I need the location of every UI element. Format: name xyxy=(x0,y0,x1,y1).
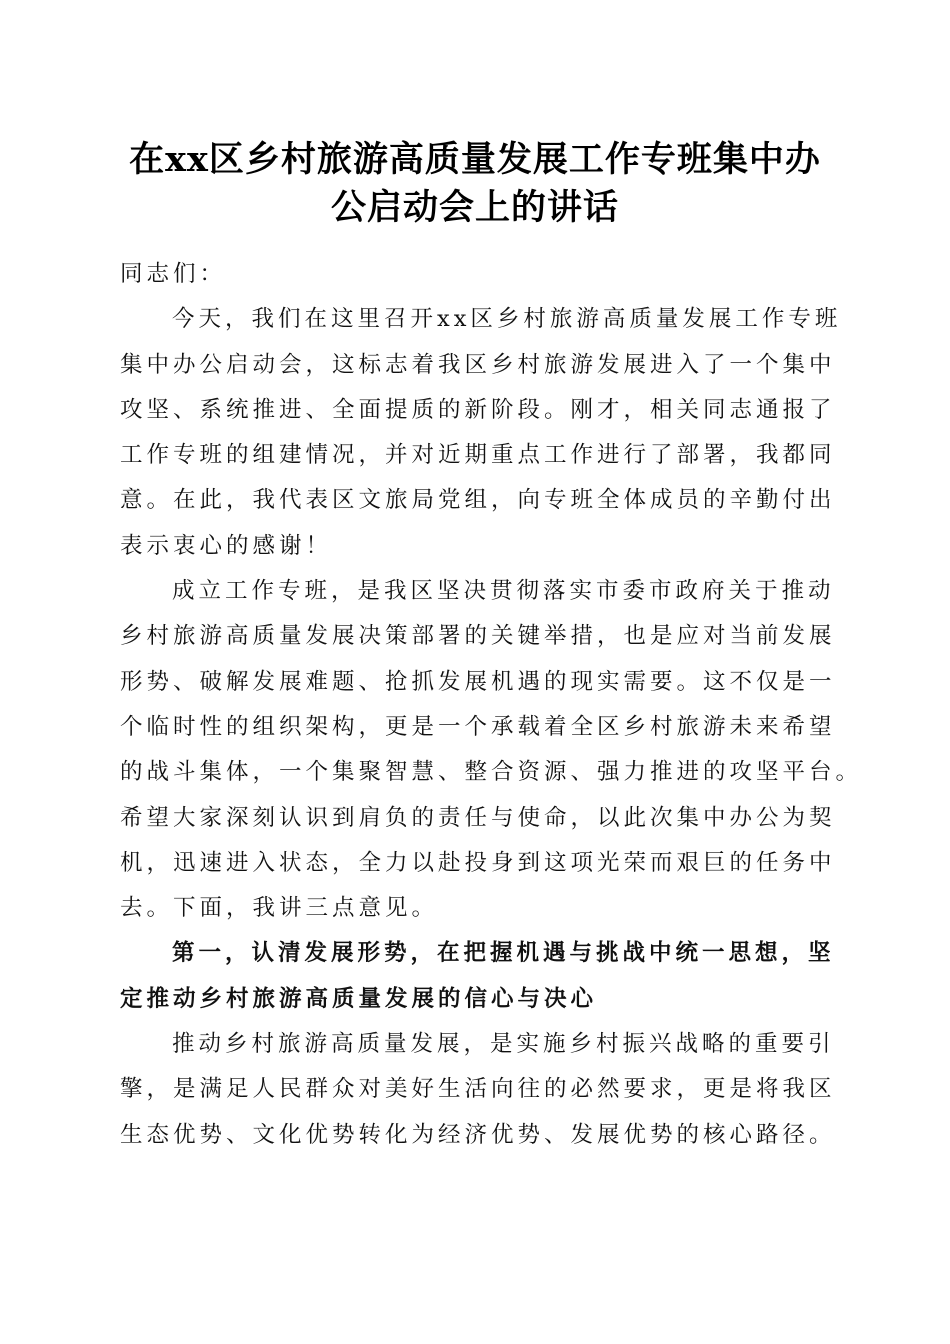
paragraph-line: 希望大家深刻认识到肩负的责任与使命，以此次集中办公为契 xyxy=(120,804,836,831)
heading-line: 定推动乡村旅游高质量发展的信心与决心 xyxy=(120,985,598,1012)
paragraph-section-1 xyxy=(120,1022,836,1158)
paragraph-line: 今天，我们在这里召开xx区乡村旅游高质量发展工作专班 xyxy=(172,306,842,333)
heading-line: 第一，认清发展形势，在把握机遇与挑战中统一思想，坚 xyxy=(172,940,835,967)
paragraph-line: 的战斗集体，一个集聚智慧、整合资源、强力推进的攻坚平台。 xyxy=(120,759,863,786)
paragraph-line: 个临时性的组织架构，更是一个承载着全区乡村旅游未来希望 xyxy=(120,713,836,740)
paragraph-line: 成立工作专班，是我区坚决贯彻落实市委市政府关于推动 xyxy=(172,578,835,605)
paragraph-line: 生态优势、文化优势转化为经济优势、发展优势的核心路径。 xyxy=(120,1121,836,1148)
paragraph-line: 形势、破解发展难题、抢抓发展机遇的现实需要。这不仅是一 xyxy=(120,668,836,695)
section-heading-1 xyxy=(120,931,835,1022)
paragraph-line: 推动乡村旅游高质量发展，是实施乡村振兴战略的重要引 xyxy=(172,1031,835,1058)
title-line-1: 在xx区乡村旅游高质量发展工作专班集中办 xyxy=(129,139,821,180)
paragraph-opening xyxy=(120,297,842,569)
paragraph-line: 擎，是满足人民群众对美好生活向往的必然要求，更是将我区 xyxy=(120,1076,836,1103)
document-body xyxy=(120,252,863,1158)
paragraph-line: 机，迅速进入状态，全力以赴投身到这项光荣而艰巨的任务中 xyxy=(120,849,836,876)
paragraph-line: 表示衷心的感谢！ xyxy=(120,532,333,559)
document-title xyxy=(110,136,840,232)
paragraph-line: 工作专班的组建情况，并对近期重点工作进行了部署，我都同 xyxy=(120,442,836,469)
paragraph-line: 意。在此，我代表区文旅局党组，向专班全体成员的辛勤付出 xyxy=(120,487,836,514)
paragraph-line: 乡村旅游高质量发展决策部署的关键举措，也是应对当前发展 xyxy=(120,623,836,650)
paragraph-significance xyxy=(120,569,863,931)
paragraph-line: 去。下面，我讲三点意见。 xyxy=(120,895,439,922)
paragraph-line: 集中办公启动会，这标志着我区乡村旅游发展进入了一个集中 xyxy=(120,351,836,378)
paragraph-line: 攻坚、系统推进、全面提质的新阶段。刚才，相关同志通报了 xyxy=(120,396,836,423)
title-line-2: 公启动会上的讲话 xyxy=(330,187,619,228)
salutation: 同志们： xyxy=(120,261,227,287)
